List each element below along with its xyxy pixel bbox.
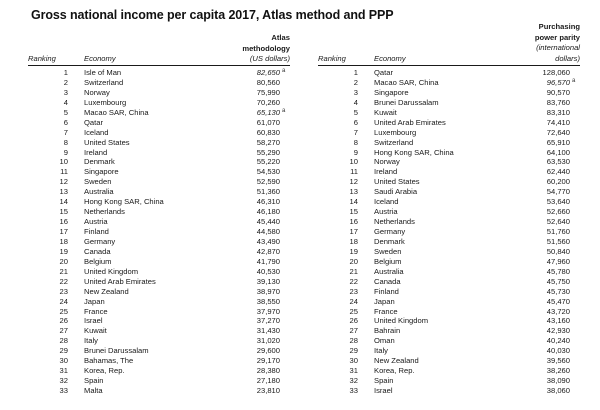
cell-ranking: 8 (353, 137, 358, 147)
cell-economy: Qatar (84, 117, 103, 127)
cell-economy: Isle of Man (84, 68, 122, 77)
table-row (318, 247, 580, 257)
cell-economy: Norway (84, 87, 110, 97)
cell-value: 72,640 (546, 127, 570, 137)
cell-economy: Israel (374, 386, 393, 395)
cell-value: 27,180 (256, 376, 280, 386)
cell-value: 51,360 (256, 187, 280, 197)
cell-ranking: 5 (353, 107, 358, 117)
cell-value: 52,590 (256, 177, 280, 187)
cell-economy: Oman (374, 336, 395, 346)
cell-value: 52,640 (546, 217, 570, 227)
table-row (318, 207, 580, 217)
cell-value: 64,100 (546, 147, 570, 157)
cell-ranking: 13 (349, 187, 358, 197)
table-row (318, 297, 580, 307)
table-row (318, 118, 580, 128)
cell-economy: Belgium (374, 256, 402, 266)
table-row (28, 98, 290, 108)
cell-economy: France (374, 306, 398, 316)
cell-ranking: 14 (59, 197, 68, 207)
table-row (28, 197, 290, 207)
cell-ranking: 11 (350, 167, 358, 177)
table-row (28, 257, 290, 267)
cell-economy: Singapore (84, 167, 119, 177)
cell-ranking: 22 (59, 276, 68, 286)
table-row (28, 118, 290, 128)
cell-value: 75,990 (256, 87, 280, 97)
cell-economy: Hong Kong SAR, China (374, 147, 454, 157)
table-row (28, 68, 290, 78)
cell-value: 46,310 (256, 197, 280, 207)
ppp-header-units-line2: dollars) (555, 53, 580, 63)
cell-economy: Luxembourg (374, 127, 417, 137)
cell-ranking: 13 (59, 187, 68, 197)
cell-economy: Iceland (84, 127, 109, 137)
cell-economy: Switzerland (84, 77, 124, 87)
table-row (318, 237, 580, 247)
cell-economy: Finland (374, 286, 399, 296)
cell-economy: Hong Kong SAR, China (84, 197, 164, 207)
table-row (28, 386, 290, 396)
table-row (318, 68, 580, 78)
table-row (318, 316, 580, 326)
cell-ranking: 5 (63, 107, 68, 117)
atlas-header-row (28, 54, 290, 65)
cell-ranking: 32 (59, 376, 68, 386)
cell-value: 28,380 (256, 366, 280, 376)
table-row (28, 277, 290, 287)
cell-economy: Brunei Darussalam (374, 97, 439, 107)
cell-value: 29,170 (256, 356, 280, 366)
cell-economy: Germany (84, 236, 116, 246)
cell-ranking: 19 (349, 246, 358, 256)
ppp-header-line2: power parity (534, 32, 580, 42)
table-row (28, 138, 290, 148)
table-row (28, 128, 290, 138)
cell-ranking: 20 (59, 256, 68, 266)
cell-ranking: 29 (349, 346, 358, 356)
cell-value: 40,240 (546, 336, 570, 346)
cell-value: 41,790 (256, 256, 280, 266)
table-row (28, 157, 290, 167)
cell-ranking: 31 (59, 366, 68, 376)
ppp-header-rule (318, 65, 580, 66)
cell-value: 29,600 (256, 346, 280, 356)
cell-economy: Italy (374, 346, 388, 356)
cell-value: 39,560 (546, 356, 570, 366)
cell-economy: Kuwait (84, 326, 107, 336)
cell-value: 55,290 (256, 147, 280, 157)
cell-economy: Australia (374, 266, 404, 276)
table-row (28, 307, 290, 317)
atlas-header-line1: Atlas (271, 33, 290, 42)
table-row (318, 128, 580, 138)
cell-economy: Finland (84, 227, 109, 236)
table-row (28, 88, 290, 98)
table-row (318, 326, 580, 336)
cell-economy: Macao SAR, China (374, 77, 439, 87)
cell-ranking: 12 (59, 177, 68, 187)
table-row (28, 108, 290, 118)
table-row (318, 177, 580, 187)
cell-ranking: 27 (59, 326, 68, 336)
cell-economy: Spain (374, 376, 394, 386)
table-row (28, 356, 290, 366)
table-row (28, 247, 290, 257)
cell-value: 83,760 (546, 97, 570, 107)
table-row (318, 267, 580, 277)
atlas-table-body (28, 68, 290, 396)
table-row (28, 167, 290, 177)
cell-ranking: 7 (63, 127, 68, 137)
cell-ranking: 20 (349, 256, 358, 266)
cell-ranking: 2 (353, 77, 358, 87)
cell-value: 55,220 (256, 157, 280, 167)
cell-economy: Sweden (84, 177, 112, 187)
cell-economy: New Zealand (374, 356, 419, 366)
cell-economy: France (84, 306, 108, 316)
page-title: Gross national income per capita 2017, Atlas method and PPP (31, 8, 394, 22)
cell-economy: Korea, Rep. (374, 366, 415, 376)
footnote-marker: a (572, 78, 576, 85)
cell-value: 80,560 (256, 77, 280, 87)
cell-economy: Netherlands (374, 217, 415, 227)
cell-value: 54,530 (256, 167, 280, 177)
cell-value: 74,410 (546, 117, 570, 127)
atlas-header-units: (US dollars) (249, 54, 290, 63)
cell-ranking: 28 (349, 336, 358, 346)
cell-value: 39,130 (256, 276, 280, 286)
table-row (318, 336, 580, 346)
table-row (28, 177, 290, 187)
cell-economy: Ireland (84, 147, 108, 157)
table-row (318, 98, 580, 108)
cell-economy: United Arab Emirates (374, 117, 446, 127)
table-row (318, 257, 580, 267)
cell-value: 37,270 (256, 316, 280, 326)
table-row (318, 356, 580, 366)
table-row (318, 287, 580, 297)
cell-value: 60,830 (256, 127, 280, 137)
atlas-header-line2: methodology (242, 43, 290, 53)
ppp-header-ranking: Ranking (318, 54, 346, 63)
cell-economy: Malta (84, 386, 103, 395)
cell-value: 40,030 (546, 346, 570, 356)
cell-ranking: 17 (59, 227, 68, 236)
cell-ranking: 18 (349, 236, 358, 246)
cell-economy: Brunei Darussalam (84, 346, 149, 356)
atlas-header-rule (28, 65, 290, 66)
cell-value: 45,750 (546, 276, 570, 286)
cell-ranking: 16 (349, 217, 358, 227)
cell-ranking: 19 (59, 246, 68, 256)
table-row (28, 336, 290, 346)
cell-ranking: 12 (349, 177, 358, 187)
cell-economy: Japan (84, 296, 105, 306)
cell-value: 23,810 (256, 386, 280, 395)
cell-value: 51,760 (546, 227, 570, 236)
cell-economy: Italy (84, 336, 98, 346)
cell-economy: Luxembourg (84, 97, 127, 107)
cell-ranking: 18 (59, 236, 68, 246)
cell-economy: Kuwait (374, 107, 397, 117)
cell-ranking: 25 (59, 306, 68, 316)
cell-ranking: 14 (349, 197, 358, 207)
table-row (318, 157, 580, 167)
cell-value: 61,070 (256, 117, 280, 127)
cell-ranking: 23 (59, 286, 68, 296)
table-row (28, 287, 290, 297)
table-row (28, 148, 290, 158)
cell-economy: Denmark (374, 236, 405, 246)
cell-value: 62,440 (546, 167, 570, 177)
cell-ranking: 11 (60, 167, 68, 177)
cell-ranking: 9 (353, 147, 358, 157)
cell-economy: Iceland (374, 197, 399, 207)
cell-ranking: 8 (63, 137, 68, 147)
table-row (318, 78, 580, 88)
cell-value: 90,570 (546, 87, 570, 97)
cell-economy: Singapore (374, 87, 409, 97)
cell-economy: Macao SAR, China (84, 107, 149, 117)
cell-ranking: 27 (349, 326, 358, 336)
cell-value: 43,720 (546, 306, 570, 316)
cell-ranking: 21 (349, 266, 358, 276)
cell-value: 60,200 (546, 177, 570, 187)
table-row (28, 267, 290, 277)
cell-value: 63,530 (546, 157, 570, 167)
cell-ranking: 24 (349, 296, 358, 306)
cell-value: 42,870 (256, 246, 280, 256)
cell-ranking: 15 (59, 207, 68, 217)
cell-value: 38,550 (256, 296, 280, 306)
cell-ranking: 3 (63, 87, 68, 97)
table-row (28, 316, 290, 326)
cell-ranking: 1 (353, 68, 358, 77)
cell-economy: Japan (374, 296, 395, 306)
cell-ranking: 23 (349, 286, 358, 296)
cell-value: 37,970 (256, 306, 280, 316)
cell-value: 47,960 (546, 256, 570, 266)
cell-economy: United States (374, 177, 420, 187)
cell-value: 52,660 (546, 207, 570, 217)
cell-economy: New Zealand (84, 286, 129, 296)
cell-ranking: 17 (349, 227, 358, 236)
cell-value: 43,160 (546, 316, 570, 326)
cell-ranking: 15 (349, 207, 358, 217)
cell-value: 83,310 (546, 107, 570, 117)
table-row (28, 187, 290, 197)
cell-value: 44,580 (256, 227, 280, 236)
cell-value: 65,910 (546, 137, 570, 147)
ppp-header-units-line1: (international (536, 43, 580, 52)
cell-ranking: 25 (349, 306, 358, 316)
table-row (28, 376, 290, 386)
cell-value: 38,260 (546, 366, 570, 376)
cell-value: 46,180 (256, 207, 280, 217)
cell-ranking: 16 (59, 217, 68, 227)
cell-ranking: 2 (63, 77, 68, 87)
table-row (318, 386, 580, 396)
table-row (318, 187, 580, 197)
table-row (28, 297, 290, 307)
cell-value: 38,970 (256, 286, 280, 296)
table-row (28, 227, 290, 237)
cell-value: 31,430 (256, 326, 280, 336)
table-row (28, 326, 290, 336)
cell-value: 45,470 (546, 296, 570, 306)
cell-economy: Bahrain (374, 326, 401, 336)
cell-ranking: 33 (349, 386, 358, 395)
cell-economy: Austria (374, 207, 398, 217)
cell-value: 128,060 (542, 68, 570, 77)
cell-ranking: 22 (349, 276, 358, 286)
ppp-table-body (318, 68, 580, 396)
cell-economy: Norway (374, 157, 400, 167)
cell-economy: United States (84, 137, 130, 147)
cell-ranking: 10 (59, 157, 68, 167)
table-row (318, 346, 580, 356)
table-row (318, 138, 580, 148)
cell-economy: Switzerland (374, 137, 414, 147)
table-row (28, 366, 290, 376)
table-row (28, 207, 290, 217)
table-row (318, 307, 580, 317)
cell-economy: Denmark (84, 157, 115, 167)
cell-ranking: 30 (349, 356, 358, 366)
cell-value: 70,260 (256, 97, 280, 107)
cell-ranking: 1 (63, 68, 68, 77)
cell-economy: United Kingdom (84, 266, 139, 276)
cell-value: 96,570 (546, 77, 570, 87)
cell-value: 38,060 (546, 386, 570, 395)
table-row (28, 217, 290, 227)
table-row (318, 217, 580, 227)
cell-ranking: 4 (63, 97, 68, 107)
cell-value: 43,490 (256, 236, 280, 246)
cell-economy: Netherlands (84, 207, 125, 217)
cell-economy: Saudi Arabia (374, 187, 418, 197)
cell-ranking: 21 (59, 266, 68, 276)
cell-value: 82,650 (256, 68, 280, 77)
cell-ranking: 3 (353, 87, 358, 97)
table-row (318, 167, 580, 177)
cell-value: 50,840 (546, 246, 570, 256)
cell-ranking: 4 (353, 97, 358, 107)
cell-economy: United Arab Emirates (84, 276, 156, 286)
cell-ranking: 33 (59, 386, 68, 395)
cell-value: 54,770 (546, 187, 570, 197)
table-row (318, 277, 580, 287)
cell-economy: Sweden (374, 246, 402, 256)
cell-economy: Qatar (374, 68, 393, 77)
cell-value: 51,560 (546, 236, 570, 246)
footnote-marker: a (282, 108, 286, 115)
cell-economy: Canada (84, 246, 111, 256)
ppp-header-row (318, 54, 580, 65)
cell-ranking: 9 (63, 147, 68, 157)
cell-economy: Israel (84, 316, 103, 326)
table-row (318, 197, 580, 207)
footnote-marker: a (282, 68, 286, 75)
cell-ranking: 24 (59, 296, 68, 306)
cell-economy: Spain (84, 376, 104, 386)
atlas-header-economy: Economy (84, 54, 116, 63)
table-row (318, 148, 580, 158)
cell-economy: Bahamas, The (84, 356, 134, 366)
cell-economy: Ireland (374, 167, 398, 177)
cell-value: 45,730 (546, 286, 570, 296)
table-row (318, 227, 580, 237)
cell-economy: Canada (374, 276, 401, 286)
cell-economy: Australia (84, 187, 114, 197)
cell-ranking: 28 (59, 336, 68, 346)
cell-economy: Korea, Rep. (84, 366, 125, 376)
ppp-header-line1: Purchasing (538, 22, 580, 31)
cell-value: 45,780 (546, 266, 570, 276)
cell-ranking: 10 (349, 157, 358, 167)
cell-ranking: 6 (63, 117, 68, 127)
table-row (318, 366, 580, 376)
cell-economy: United Kingdom (374, 316, 429, 326)
table-row (318, 88, 580, 98)
table-row (28, 78, 290, 88)
cell-value: 38,090 (546, 376, 570, 386)
cell-value: 40,530 (256, 266, 280, 276)
atlas-header-ranking: Ranking (28, 54, 56, 63)
table-row (318, 108, 580, 118)
cell-ranking: 7 (353, 127, 358, 137)
cell-ranking: 26 (349, 316, 358, 326)
cell-economy: Germany (374, 227, 406, 236)
ppp-header-economy: Economy (374, 54, 406, 63)
cell-value: 45,440 (256, 217, 280, 227)
cell-ranking: 32 (349, 376, 358, 386)
cell-value: 42,930 (546, 326, 570, 336)
cell-economy: Belgium (84, 256, 112, 266)
cell-value: 31,020 (256, 336, 280, 346)
cell-value: 53,640 (546, 197, 570, 207)
cell-ranking: 30 (59, 356, 68, 366)
cell-ranking: 31 (349, 366, 358, 376)
cell-economy: Austria (84, 217, 108, 227)
cell-value: 58,270 (256, 137, 280, 147)
cell-ranking: 26 (59, 316, 68, 326)
cell-value: 65,130 (256, 107, 280, 117)
table-row (28, 237, 290, 247)
cell-ranking: 29 (59, 346, 68, 356)
table-row (318, 376, 580, 386)
table-row (28, 346, 290, 356)
cell-ranking: 6 (353, 117, 358, 127)
